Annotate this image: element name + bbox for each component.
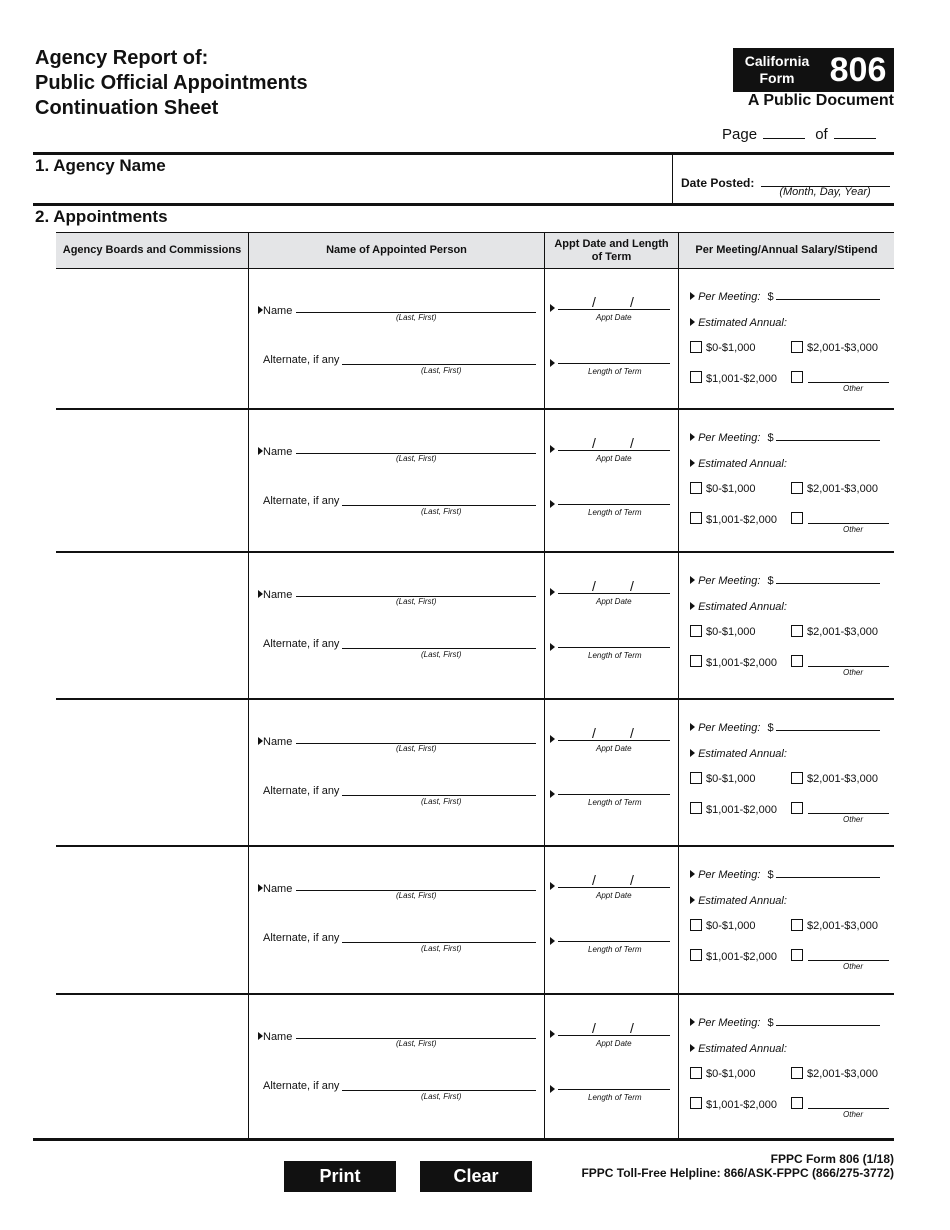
appt-date-arrow-1: [550, 299, 555, 317]
term-hint-5: Length of Term: [588, 945, 642, 954]
alternate-field-1[interactable]: [342, 364, 536, 365]
checkbox-1001-2000-2[interactable]: [690, 512, 702, 524]
arrow-right-icon: [690, 723, 695, 731]
checkbox-2001-3000-1[interactable]: [791, 341, 803, 353]
other-hint-1: Other: [843, 384, 864, 393]
appt-date-hint-6: Appt Date: [596, 1039, 632, 1048]
term-hint-6: Length of Term: [588, 1093, 642, 1102]
other-hint-5: Other: [843, 962, 864, 971]
per-meeting-field-1[interactable]: [776, 299, 880, 300]
date-slash-2-6: /: [630, 1020, 634, 1036]
title-line-1: Agency Report of:: [35, 47, 209, 69]
name-label-6: Name: [258, 1027, 292, 1045]
date-slash-2-5: /: [630, 872, 634, 888]
date-posted-label: Date Posted:: [681, 176, 755, 190]
date-slash-1-3: /: [592, 578, 596, 594]
other-hint-2: Other: [843, 525, 864, 534]
checkbox-other-6[interactable]: [791, 1097, 803, 1109]
checkbox-other-4[interactable]: [791, 802, 803, 814]
checkbox-0-1000-3[interactable]: [690, 625, 702, 637]
arrow-right-icon: [690, 1044, 695, 1052]
checkbox-1001-2000-1[interactable]: [690, 371, 702, 383]
arrow-right-icon: [550, 735, 555, 743]
date-slash-1-4: /: [592, 725, 596, 741]
col-appt-date: Appt Date and Length of Term: [554, 237, 669, 263]
appt-date-field-3[interactable]: [558, 593, 670, 594]
appt-date-hint-2: Appt Date: [596, 454, 632, 463]
section1-top-rule: [33, 152, 894, 155]
other-hint-3: Other: [843, 668, 864, 677]
per-meeting-label-2: Per Meeting: $: [690, 432, 774, 444]
opt-1001-2000-label-1: $1,001-$2,000: [706, 373, 777, 385]
date-divider: [672, 155, 673, 205]
opt-2001-3000-label-3: $2,001-$3,000: [807, 626, 878, 638]
page-total-field[interactable]: [834, 124, 876, 139]
term-arrow-2: [550, 495, 555, 513]
arrow-right-icon: [550, 937, 555, 945]
opt-1001-2000-label-2: $1,001-$2,000: [706, 514, 777, 526]
badge-form-label: Form: [759, 70, 795, 86]
appt-date-arrow-4: [550, 730, 555, 748]
term-hint-2: Length of Term: [588, 508, 642, 517]
length-of-term-field-4[interactable]: [558, 794, 670, 795]
agency-name-heading: 1. Agency Name: [35, 156, 166, 175]
arrow-right-icon: [690, 870, 695, 878]
term-arrow-1: [550, 354, 555, 372]
checkbox-0-1000-2[interactable]: [690, 482, 702, 494]
footer: [550, 1152, 894, 1180]
alternate-hint-5: (Last, First): [421, 944, 462, 953]
name-label-5: Name: [258, 879, 292, 897]
appt-date-arrow-2: [550, 440, 555, 458]
arrow-right-icon: [550, 1085, 555, 1093]
table-row: [56, 994, 894, 1138]
length-of-term-field-6[interactable]: [558, 1089, 670, 1090]
alternate-field-4[interactable]: [342, 795, 536, 796]
alternate-label-1: Alternate, if any: [263, 354, 340, 366]
arrow-right-icon: [690, 602, 695, 610]
date-posted-hint: (Month, Day, Year): [779, 186, 871, 198]
agency-board-field-1[interactable]: [56, 268, 248, 409]
badge-number: 806: [829, 51, 887, 89]
badge-state: California: [744, 53, 810, 69]
date-slash-2-3: /: [630, 578, 634, 594]
appt-date-arrow-3: [550, 583, 555, 601]
other-field-5[interactable]: [808, 960, 889, 961]
date-slash-1-1: /: [592, 294, 596, 310]
title-line-3: Continuation Sheet: [35, 97, 219, 119]
arrow-right-icon: [550, 1030, 555, 1038]
checkbox-2001-3000-5[interactable]: [791, 919, 803, 931]
estimated-annual-label-1: Estimated Annual:: [690, 317, 787, 329]
checkbox-2001-3000-2[interactable]: [791, 482, 803, 494]
public-document-label: A Public Document: [747, 92, 894, 109]
agency-board-field-5[interactable]: [56, 846, 248, 994]
table-row: [56, 552, 894, 699]
alternate-field-6[interactable]: [342, 1090, 536, 1091]
appt-date-hint-3: Appt Date: [596, 597, 632, 606]
checkbox-0-1000-4[interactable]: [690, 772, 702, 784]
helpline: FPPC Toll-Free Helpline: 866/ASK-FPPC (866/275-3772): [581, 1166, 894, 1180]
title-line-2: Public Official Appointments: [35, 72, 308, 94]
appt-date-arrow-6: [550, 1025, 555, 1043]
checkbox-2001-3000-4[interactable]: [791, 772, 803, 784]
form-id: FPPC Form 806 (1/18): [770, 1152, 894, 1166]
name-hint-3: (Last, First): [396, 597, 437, 606]
table-row: [56, 699, 894, 846]
name-label-1: Name: [258, 301, 292, 319]
alternate-hint-6: (Last, First): [421, 1092, 462, 1101]
opt-2001-3000-label-2: $2,001-$3,000: [807, 483, 878, 495]
term-arrow-6: [550, 1080, 555, 1098]
arrow-right-icon: [690, 576, 695, 584]
checkbox-1001-2000-5[interactable]: [690, 949, 702, 961]
table-row: [56, 268, 894, 409]
opt-1001-2000-label-5: $1,001-$2,000: [706, 951, 777, 963]
alternate-label-5: Alternate, if any: [263, 932, 340, 944]
checkbox-other-5[interactable]: [791, 949, 803, 961]
table-bottom-rule: [33, 1138, 894, 1141]
per-meeting-label-6: Per Meeting: $: [690, 1017, 774, 1029]
page-counter: [722, 124, 882, 143]
checkbox-1001-2000-4[interactable]: [690, 802, 702, 814]
opt-1001-2000-label-3: $1,001-$2,000: [706, 657, 777, 669]
opt-2001-3000-label-1: $2,001-$3,000: [807, 342, 878, 354]
table-row: [56, 846, 894, 994]
appt-date-hint-5: Appt Date: [596, 891, 632, 900]
checkbox-0-1000-5[interactable]: [690, 919, 702, 931]
col-salary: Per Meeting/Annual Salary/Stipend: [695, 244, 878, 256]
alternate-hint-4: (Last, First): [421, 797, 462, 806]
appt-date-field-6[interactable]: [558, 1035, 670, 1036]
per-meeting-label-4: Per Meeting: $: [690, 722, 774, 734]
per-meeting-field-6[interactable]: [776, 1025, 880, 1026]
alternate-hint-1: (Last, First): [421, 366, 462, 375]
appt-date-field-4[interactable]: [558, 740, 670, 741]
other-field-1[interactable]: [808, 382, 889, 383]
arrow-right-icon: [690, 292, 695, 300]
agency-board-field-2[interactable]: [56, 409, 248, 552]
length-of-term-field-3[interactable]: [558, 647, 670, 648]
form-title: [35, 46, 308, 121]
arrow-right-icon: [690, 749, 695, 757]
per-meeting-label-1: Per Meeting: $: [690, 291, 774, 303]
checkbox-1001-2000-3[interactable]: [690, 655, 702, 667]
estimated-annual-label-5: Estimated Annual:: [690, 895, 787, 907]
checkbox-2001-3000-6[interactable]: [791, 1067, 803, 1079]
length-of-term-field-2[interactable]: [558, 504, 670, 505]
name-label-2: Name: [258, 442, 292, 460]
term-arrow-5: [550, 932, 555, 950]
checkbox-2001-3000-3[interactable]: [791, 625, 803, 637]
alternate-label-2: Alternate, if any: [263, 495, 340, 507]
opt-0-1000-label-1: $0-$1,000: [706, 342, 756, 354]
name-hint-6: (Last, First): [396, 1039, 437, 1048]
opt-0-1000-label-2: $0-$1,000: [706, 483, 756, 495]
agency-board-field-3[interactable]: [56, 552, 248, 699]
arrow-right-icon: [550, 359, 555, 367]
checkbox-other-3[interactable]: [791, 655, 803, 667]
alternate-field-2[interactable]: [342, 505, 536, 506]
per-meeting-field-4[interactable]: [776, 730, 880, 731]
arrow-right-icon: [550, 588, 555, 596]
name-label-3: Name: [258, 585, 292, 603]
other-field-6[interactable]: [808, 1108, 889, 1109]
table-row: [56, 409, 894, 552]
col-agency-boards: Agency Boards and Commissions: [62, 244, 242, 256]
alternate-label-3: Alternate, if any: [263, 638, 340, 650]
name-hint-4: (Last, First): [396, 744, 437, 753]
opt-2001-3000-label-6: $2,001-$3,000: [807, 1068, 878, 1080]
agency-board-field-6[interactable]: [56, 994, 248, 1138]
opt-0-1000-label-5: $0-$1,000: [706, 920, 756, 932]
per-meeting-label-5: Per Meeting: $: [690, 869, 774, 881]
estimated-annual-label-4: Estimated Annual:: [690, 748, 787, 760]
checkbox-0-1000-1[interactable]: [690, 341, 702, 353]
other-field-2[interactable]: [808, 523, 889, 524]
other-field-3[interactable]: [808, 666, 889, 667]
date-slash-2-2: /: [630, 435, 634, 451]
per-meeting-field-3[interactable]: [776, 583, 880, 584]
arrow-right-icon: [550, 304, 555, 312]
opt-2001-3000-label-4: $2,001-$3,000: [807, 773, 878, 785]
per-meeting-field-5[interactable]: [776, 877, 880, 878]
length-of-term-field-1[interactable]: [558, 363, 670, 364]
date-slash-1-2: /: [592, 435, 596, 451]
table-header: [56, 232, 894, 269]
appt-date-hint-4: Appt Date: [596, 744, 632, 753]
arrow-right-icon: [550, 790, 555, 798]
date-slash-2-4: /: [630, 725, 634, 741]
alternate-field-3[interactable]: [342, 648, 536, 649]
name-hint-5: (Last, First): [396, 891, 437, 900]
agency-name-field[interactable]: [33, 176, 669, 202]
page-label: Page: [722, 126, 758, 143]
of-label: of: [815, 126, 828, 143]
alternate-hint-3: (Last, First): [421, 650, 462, 659]
opt-0-1000-label-4: $0-$1,000: [706, 773, 756, 785]
arrow-right-icon: [550, 500, 555, 508]
term-hint-4: Length of Term: [588, 798, 642, 807]
checkbox-1001-2000-6[interactable]: [690, 1097, 702, 1109]
length-of-term-field-5[interactable]: [558, 941, 670, 942]
term-hint-3: Length of Term: [588, 651, 642, 660]
alternate-label-6: Alternate, if any: [263, 1080, 340, 1092]
arrow-right-icon: [550, 445, 555, 453]
per-meeting-field-2[interactable]: [776, 440, 880, 441]
arrow-right-icon: [690, 433, 695, 441]
estimated-annual-label-2: Estimated Annual:: [690, 458, 787, 470]
arrow-right-icon: [690, 896, 695, 904]
agency-board-field-4[interactable]: [56, 699, 248, 846]
arrow-right-icon: [690, 459, 695, 467]
appt-date-field-5[interactable]: [558, 887, 670, 888]
alternate-hint-2: (Last, First): [421, 507, 462, 516]
arrow-right-icon: [550, 643, 555, 651]
name-hint-2: (Last, First): [396, 454, 437, 463]
form-badge: [733, 48, 894, 92]
term-hint-1: Length of Term: [588, 367, 642, 376]
other-hint-6: Other: [843, 1110, 864, 1119]
appt-date-field-1[interactable]: [558, 309, 670, 310]
opt-2001-3000-label-5: $2,001-$3,000: [807, 920, 878, 932]
estimated-annual-label-3: Estimated Annual:: [690, 601, 787, 613]
print-button[interactable]: Print: [284, 1161, 396, 1192]
checkbox-other-1[interactable]: [791, 371, 803, 383]
arrow-right-icon: [690, 1018, 695, 1026]
section1-bottom-rule: [33, 203, 894, 206]
checkbox-0-1000-6[interactable]: [690, 1067, 702, 1079]
appt-date-field-2[interactable]: [558, 450, 670, 451]
alternate-label-4: Alternate, if any: [263, 785, 340, 797]
term-arrow-3: [550, 638, 555, 656]
term-arrow-4: [550, 785, 555, 803]
col-appointed-person: Name of Appointed Person: [326, 244, 467, 256]
opt-0-1000-label-3: $0-$1,000: [706, 626, 756, 638]
name-label-4: Name: [258, 732, 292, 750]
appt-date-arrow-5: [550, 877, 555, 895]
checkbox-other-2[interactable]: [791, 512, 803, 524]
arrow-right-icon: [690, 318, 695, 326]
other-hint-4: Other: [843, 815, 864, 824]
opt-1001-2000-label-4: $1,001-$2,000: [706, 804, 777, 816]
alternate-field-5[interactable]: [342, 942, 536, 943]
per-meeting-label-3: Per Meeting: $: [690, 575, 774, 587]
arrow-right-icon: [550, 882, 555, 890]
appt-date-hint-1: Appt Date: [596, 313, 632, 322]
name-hint-1: (Last, First): [396, 313, 437, 322]
date-slash-1-5: /: [592, 872, 596, 888]
page-number-field[interactable]: [763, 124, 805, 139]
opt-0-1000-label-6: $0-$1,000: [706, 1068, 756, 1080]
clear-button[interactable]: Clear: [420, 1161, 532, 1192]
estimated-annual-label-6: Estimated Annual:: [690, 1043, 787, 1055]
other-field-4[interactable]: [808, 813, 889, 814]
opt-1001-2000-label-6: $1,001-$2,000: [706, 1099, 777, 1111]
date-slash-2-1: /: [630, 294, 634, 310]
appointments-heading: 2. Appointments: [35, 207, 168, 226]
date-slash-1-6: /: [592, 1020, 596, 1036]
